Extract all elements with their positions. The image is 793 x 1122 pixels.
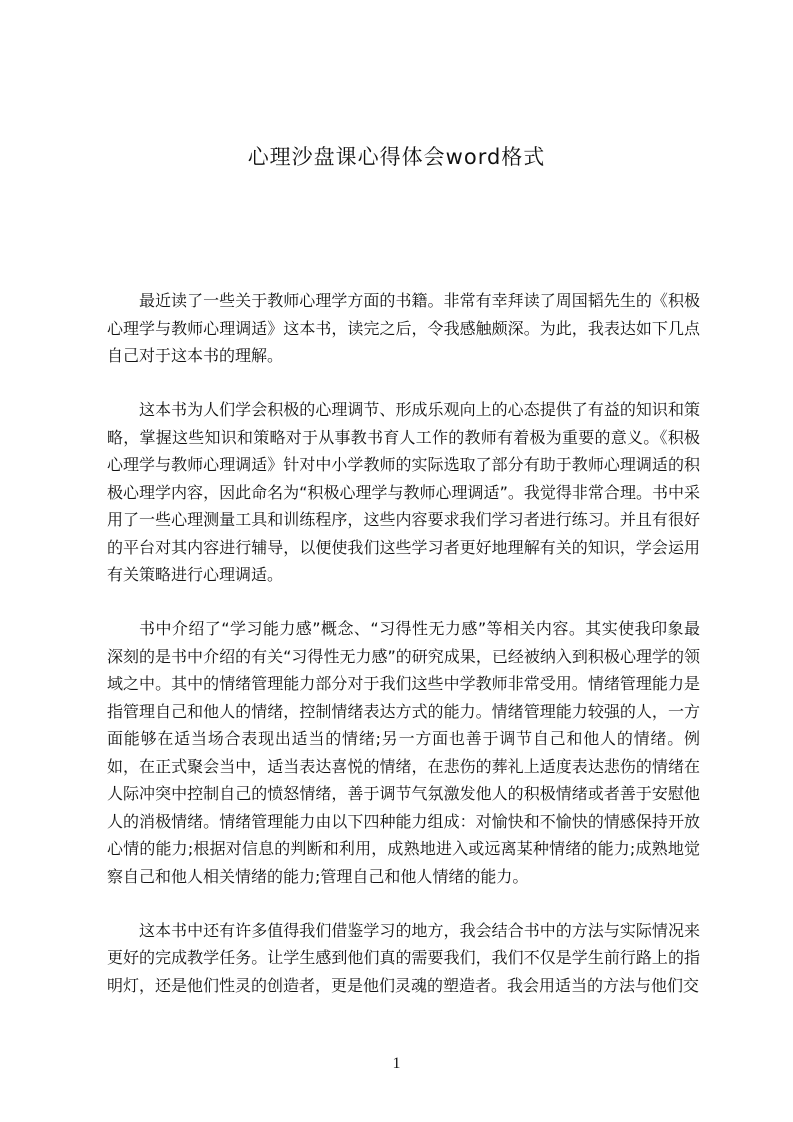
page-number: 1: [392, 1055, 401, 1072]
paragraph: 书中介绍了“学习能力感”概念、“习得性无力感”等相关内容。其实使我印象最深刻的是书中介绍的有关“习得性无力感”的研究成果，已经被纳入到积极心理学的领域之中。其中的情绪管理能力部分对于我们这些中学教师非常受用。情绪管理能力是指管理自己和他人的情绪，控制情绪表达方式的能力。情绪管理能力较强的人，一方面能够在适当场合表现出适当的情绪;另一方面也善于调节自己和他人的情绪。例如，在正式聚会当中，适当表达喜悦的情绪，在悲伤的葬礼上适度表达悲伤的情绪在人际冲突中控制自己的愤怒情绪，善于调节气氛激发他人的积极情绪或者善于安慰他人的消极情绪。情绪管理能力由以下四种能力组成：对愉快和不愉快的情感保持开放心情的能力;根据对信息的判断和利用，成熟地进入或远离某种情绪的能力;成熟地觉察自己和他人相关情绪的能力;管理自己和他人情绪的能力。: [107, 619, 700, 886]
document-body: [107, 287, 700, 1026]
paragraph: 最近读了一些关于教师心理学方面的书籍。非常有幸拜读了周国韬先生的《积极心理学与教师心理调适》这本书，读完之后，令我感触颇深。为此，我表达如下几点自己对于这本书的理解。: [107, 291, 700, 365]
document-title: 心理沙盘课心得体会word格式: [247, 145, 546, 169]
paragraph: 这本书中还有许多值得我们借鉴学习的地方，我会结合书中的方法与实际情况来更好的完成教学任务。让学生感到他们真的需要我们，我们不仅是学生前行路上的指明灯，还是他们性灵的创造者，更是他们灵魂的塑造者。我会用适当的方法与他们交: [107, 920, 700, 995]
paragraph: 这本书为人们学会积极的心理调节、形成乐观向上的心态提供了有益的知识和策略，掌握这些知识和策略对于从事教书育人工作的教师有着极为重要的意义。《积极心理学与教师心理调适》针对中小学教师的实际选取了部分有助于教师心理调适的积极心理学内容，因此命名为“积极心理学与教师心理调适”。我觉得非常合理。书中采用了一些心理测量工具和训练程序，这些内容要求我们学习者进行练习。并且有很好的平台对其内容进行辅导，以便使我们这些学习者更好地理解有关的知识，学会运用有关策略进行心理调适。: [107, 400, 700, 584]
